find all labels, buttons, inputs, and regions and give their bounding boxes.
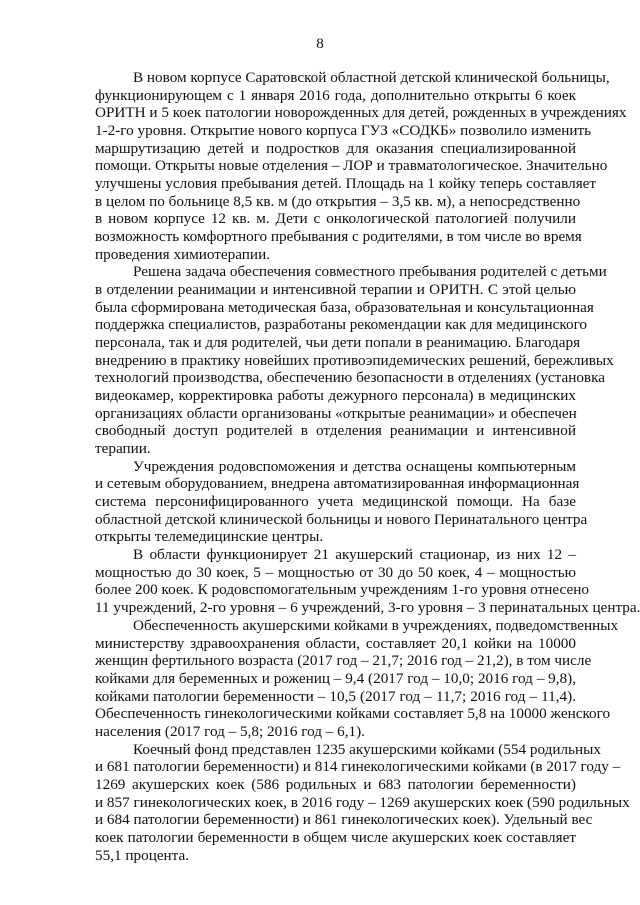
text-line: внедрению в практику новейших противоэпидемических решений, бережливых (95, 351, 614, 369)
text-line: терапии. (95, 440, 151, 458)
paragraph (95, 546, 640, 617)
text-line: возможность комфортного пребывания с родителями, в том числе во время (95, 228, 582, 246)
text-line: персонала, так и для родителей, чьи дети попали в реанимацию. Благодаря (95, 334, 581, 352)
text-line: населения (2017 год – 5,8; 2016 год – 6,1). (95, 722, 365, 740)
text-line: и сетевым оборудованием, внедрена автоматизированная информационная (95, 475, 580, 493)
text-line: Обеспеченность гинекологическими койками составляет 5,8 на 10000 женского (95, 705, 611, 723)
text-line: технологий производства, обеспечению безопасности в отделениях (установка (95, 369, 605, 387)
text-line: Решена задача обеспечения совместного пребывания родителей с детьми (133, 263, 607, 281)
text-line: видеокамер, корректировка работы дежурного персонала) в медицинских (95, 387, 576, 405)
text-line: помощи. Открыты новые отделения – ЛОР и травматологическое. Значительно (95, 157, 608, 175)
text-line: система персонифицированного учета медицинской помощи. На базе (95, 493, 576, 511)
text-line: более 200 коек. К родовспомогательным учреждениям 1-го уровня отнесено (95, 581, 589, 599)
text-line: маршрутизацию детей и подростков для оказания специализированной (95, 139, 576, 157)
text-line: организациях области организованы «открытые реанимации» и обеспечен (95, 404, 577, 422)
paragraph (95, 740, 630, 865)
text-line: койками для беременных и рожениц – 9,4 (2017 год – 10,0; 2016 год – 9,8), (95, 669, 576, 687)
text-line: Коечный фонд представлен 1235 акушерскими койками (554 родильных (133, 740, 601, 758)
text-line: койками патологии беременности – 10,5 (2017 год – 11,7; 2016 год – 11,4). (95, 687, 576, 705)
text-line: ОРИТН и 5 коек патологии новорожденных для детей, рожденных в учреждениях (95, 104, 627, 122)
paragraph (95, 263, 614, 458)
text-line: 55,1 процента. (95, 846, 190, 864)
text-line: коек патологии беременности в общем числе акушерских коек составляет (95, 828, 576, 846)
text-line: в новом корпусе 12 кв. м. Дети с онкологической патологией получили (95, 210, 576, 228)
text-line: проведения химиотерапии. (95, 245, 270, 263)
text-line: функционирующем с 1 января 2016 года, дополнительно открыты 6 коек (95, 86, 576, 104)
paragraph (95, 457, 588, 546)
text-line: Учреждения родовспоможения и детства оснащены компьютерным (133, 457, 576, 475)
text-line: и 681 патологии беременности) и 814 гинекологическими койками (в 2017 году – (95, 758, 621, 776)
text-line: была сформирована методическая база, образовательная и консультационная (95, 298, 594, 316)
text-line: 1269 акушерских коек (586 родильных и 683 патологии беременности) (95, 775, 576, 793)
text-line: 1-2-го уровня. Открытие нового корпуса ГУЗ «СОДКБ» позволило изменить (95, 122, 592, 140)
text-line: В новом корпусе Саратовской областной детской клинической больницы, (133, 69, 610, 86)
text-line: В области функционирует 21 акушерский стационар, из них 12 – (133, 546, 576, 564)
text-line: мощностью до 30 коек, 5 – мощностью от 30 до 50 коек, 4 – мощностью (95, 563, 576, 581)
text-line: 11 учреждений, 2-го уровня – 6 учреждений, 3-го уровня – 3 перинатальных центра. (95, 599, 640, 617)
text-line: министерству здравоохранения области, составляет 20,1 койки на 10000 (95, 634, 576, 652)
document-body (95, 69, 640, 864)
text-line: поддержка специалистов, разработаны рекомендации как для медицинского (95, 316, 588, 334)
page-number: 8 (316, 36, 324, 52)
text-line: в целом по больнице 8,5 кв. м (до открытия – 3,5 кв. м), а непосредственно (95, 192, 581, 210)
text-line: и 857 гинекологических коек, в 2016 году – 1269 акушерских коек (590 родильных (95, 793, 630, 811)
text-line: в отделении реанимации и интенсивной терапии и ОРИТН. С этой целью (95, 281, 576, 299)
text-line: женщин фертильного возраста (2017 год – 21,7; 2016 год – 21,2), в том числе (95, 652, 592, 670)
paragraph (95, 69, 627, 263)
text-line: областной детской клинической больницы и нового Перинатального центра (95, 510, 588, 528)
paragraph (95, 616, 619, 741)
text-line: улучшены условия пребывания детей. Площадь на 1 койку теперь составляет (95, 175, 597, 193)
text-line: и 684 патологии беременности) и 861 гинекологических коек). Удельный вес (95, 811, 593, 829)
text-line: открыты телемедицинские центры. (95, 528, 324, 546)
text-line: Обеспеченность акушерскими койками в учреждениях, подведомственных (133, 616, 619, 634)
text-line: свободный доступ родителей в отделения реанимации и интенсивной (95, 422, 576, 440)
